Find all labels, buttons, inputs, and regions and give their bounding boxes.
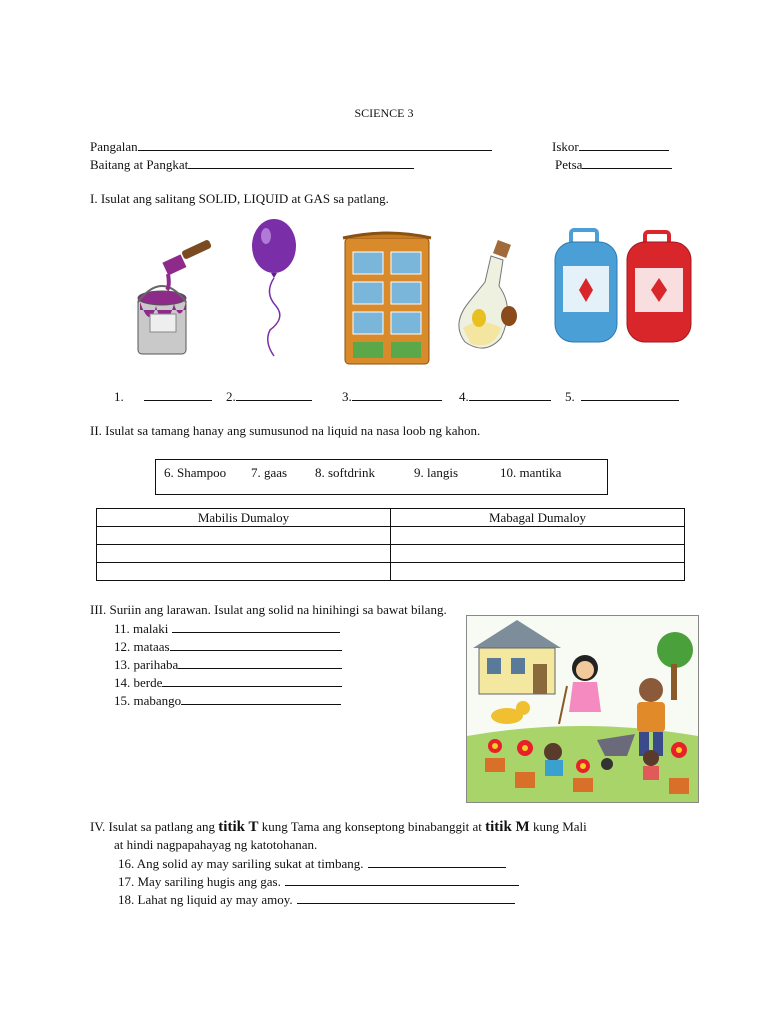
section4-instruction-line2: at hindi nagpapahayag ng katotohanan. [114,837,318,852]
question-15-blank[interactable] [181,692,341,705]
word-bank-box [155,459,608,495]
name-blank[interactable] [138,138,492,151]
name-field [90,138,492,155]
statement-17-blank[interactable] [285,873,519,886]
date-label: Petsa [555,157,583,172]
section2-instruction: II. Isulat sa tamang hanay ang sumusunod na liquid na nasa loob ng kahon. [90,423,481,438]
statement-16-text: 16. Ang solid ay may sariling sukat at timbang. [118,856,364,871]
table-cell[interactable] [97,545,391,563]
page-title: SCIENCE 3 [354,106,414,120]
answer-4 [459,388,551,405]
date-blank[interactable] [582,156,672,169]
question-14 [114,674,342,691]
column-header-slow: Mabagal Dumaloy [391,509,685,527]
table-cell[interactable] [391,527,685,545]
grade-blank[interactable] [188,156,414,169]
table-row [97,527,685,545]
word-bank-item: 8. softdrink [315,465,375,480]
question-14-text: 14. berde [114,675,163,690]
statement-16 [118,855,506,872]
score-blank[interactable] [579,138,669,151]
answer-2-blank[interactable] [236,388,312,401]
paint-can-image [130,240,215,360]
table-cell[interactable] [97,527,391,545]
answer-1-blank[interactable] [144,388,212,401]
table-cell[interactable] [391,563,685,581]
answer-5-number: 5. [565,389,575,404]
letter-m-label: titik M [485,819,530,835]
answer-4-blank[interactable] [469,388,551,401]
table-row [97,545,685,563]
section4-instruction [90,819,587,836]
section3-instruction: III. Suriin ang larawan. Isulat ang solid na hinihingi sa bawat bilang. [90,602,447,617]
grade-field [90,156,414,173]
column-header-fast: Mabilis Dumaloy [97,509,391,527]
word-bank-item: 6. Shampoo [164,465,227,480]
statement-16-blank[interactable] [368,855,506,868]
table-row [97,563,685,581]
question-13-blank[interactable] [178,656,342,669]
sorting-table [96,508,685,581]
score-label: Iskor [552,139,579,154]
score-field [552,138,669,155]
grade-label: Baitang at Pangkat [90,157,189,172]
question-12 [114,638,342,655]
answer-4-number: 4. [459,389,469,404]
answer-5 [565,388,679,405]
word-bank-item: 9. langis [414,465,459,480]
cabinet-image [339,230,435,370]
garden-scene-image [466,615,699,803]
question-15 [114,692,341,709]
date-field [555,156,672,173]
answer-3-blank[interactable] [352,388,442,401]
table-cell[interactable] [97,563,391,581]
question-12-blank[interactable] [170,638,342,651]
section4-instruction-part2: kung Tama ang konseptong binabanggit at [258,819,486,834]
answer-5-blank[interactable] [581,388,679,401]
gas-tanks-image [553,228,695,348]
question-14-blank[interactable] [162,674,342,687]
question-11-text: 11. malaki [114,621,169,636]
answer-2 [226,388,312,405]
question-11 [114,620,340,637]
question-12-text: 12. mataas [114,639,170,654]
statement-17-text: 17. May sariling hugis ang gas. [118,874,281,889]
question-13 [114,656,342,673]
statement-17 [118,873,519,890]
word-bank-item: 10. mantika [500,465,562,480]
word-bank-item: 7. gaas [251,465,288,480]
answer-2-number: 2. [226,389,236,404]
question-15-text: 15. mabango [114,693,182,708]
answer-3 [342,388,442,405]
question-13-text: 13. parihaba [114,657,179,672]
question-11-blank[interactable] [172,620,340,633]
answer-1 [114,388,212,405]
section1-instruction: I. Isulat ang salitang SOLID, LIQUID at GAS sa patlang. [90,191,389,206]
statement-18 [118,891,515,908]
answer-3-number: 3. [342,389,352,404]
table-header-row [97,509,685,527]
bottle-image [455,238,525,358]
balloon-image [246,218,302,358]
statement-18-text: 18. Lahat ng liquid ay may amoy. [118,892,293,907]
statement-18-blank[interactable] [297,891,515,904]
letter-t-label: titik T [218,819,259,835]
section4-instruction-part3: kung Mali [529,819,587,834]
name-label: Pangalan [90,139,138,154]
section4-instruction-part1: IV. Isulat sa patlang ang [90,819,219,834]
table-cell[interactable] [391,545,685,563]
answer-1-number: 1. [114,389,124,404]
